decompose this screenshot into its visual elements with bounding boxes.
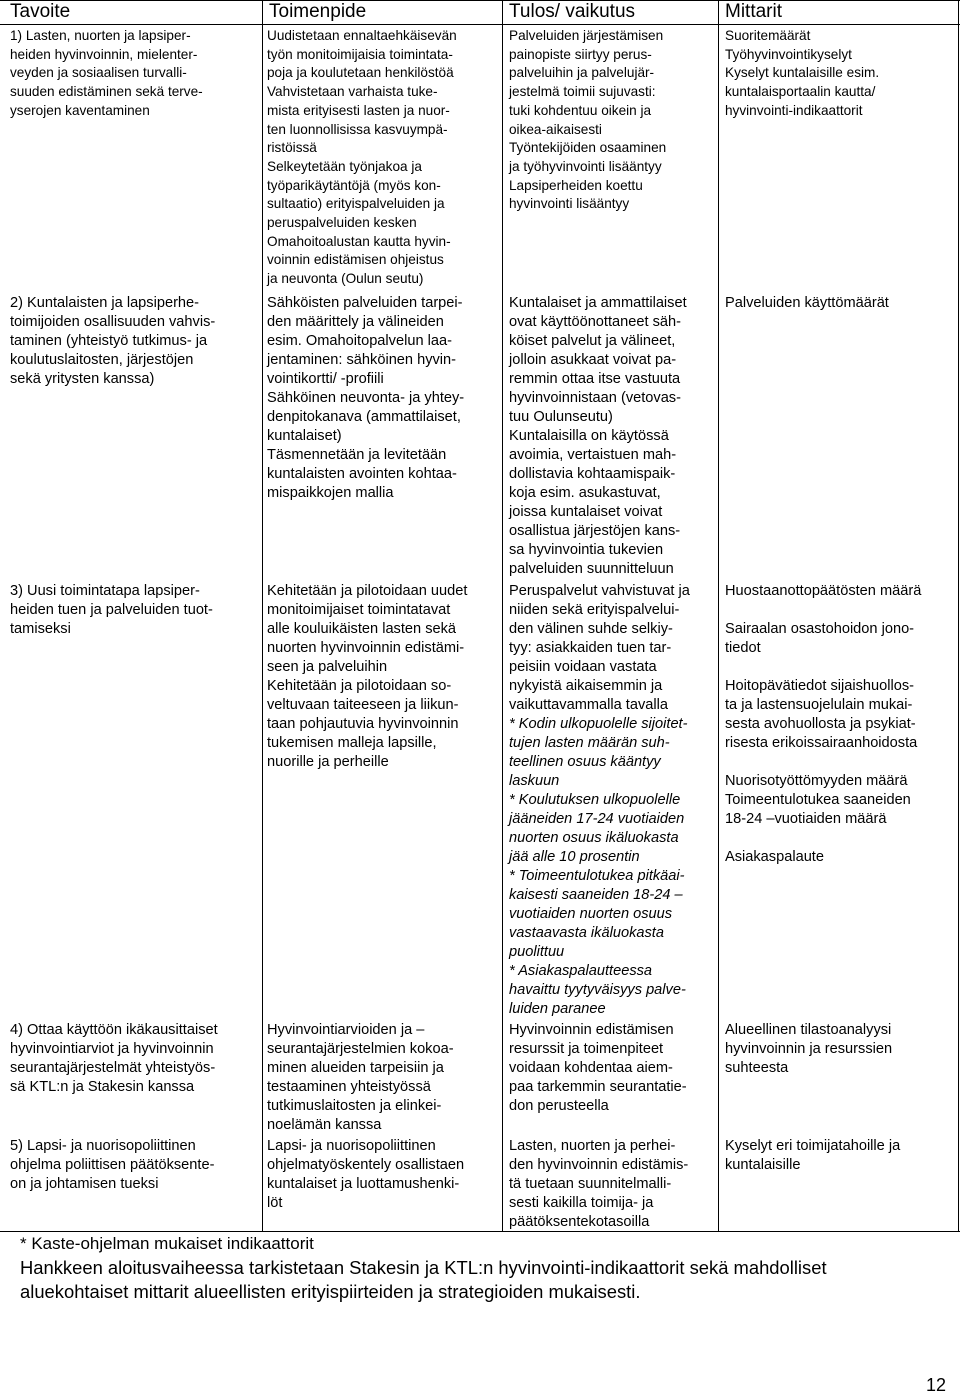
text-line: veyden ja sosiaalisen turvalli- xyxy=(10,65,187,81)
text-line: tukemisen malleja lapsille, xyxy=(267,735,437,751)
text-line: Kyselyt eri toimijatahoille ja xyxy=(725,1138,901,1154)
text-line: don perusteella xyxy=(509,1098,609,1114)
text-line: voidaan kohdentaa aiem- xyxy=(509,1060,673,1076)
text-line: sekä yritysten kanssa) xyxy=(10,371,155,387)
text-line: * Asiakaspalautteessa xyxy=(509,963,653,979)
text-line: Hyvinvointiarvioiden ja – xyxy=(267,1022,425,1038)
text-line: 5) Lapsi- ja nuorisopoliittinen xyxy=(10,1138,196,1154)
text-line: nuorille ja perheille xyxy=(267,754,389,770)
text-line: peisiin voidaan vastata xyxy=(509,659,657,675)
text-line: 3) Uusi toimintatapa lapsiper- xyxy=(10,583,200,599)
note-line: Hankkeen aloitusvaiheessa tarkistetaan Stakesin ja KTL:n hyvinvointi-indikaattorit sekä mahdolliset xyxy=(20,1257,827,1278)
text-line: peruspalveluiden kesken xyxy=(267,215,417,231)
column-divider-2 xyxy=(502,0,503,1232)
text-line: heiden hyvinvoinnin, mielenter- xyxy=(10,46,198,62)
row1-goal xyxy=(10,27,203,121)
text-line: kuntalaiset ja luottamushenki- xyxy=(267,1176,460,1192)
column-divider-3 xyxy=(718,0,719,1232)
row4-metrics xyxy=(725,1021,892,1078)
text-line: sesta avohuollosta ja psykiat- xyxy=(725,716,916,732)
table-right-border xyxy=(958,0,959,1232)
row3-action xyxy=(267,582,467,772)
header-goal: Tavoite xyxy=(10,1,71,22)
text-line: sä KTL:n ja Stakesin kanssa xyxy=(10,1079,195,1095)
column-divider-1 xyxy=(262,0,263,1232)
row1-action xyxy=(267,27,457,289)
text-line: risesta erikoissairaanhoidosta xyxy=(725,735,918,751)
text-line: tuki kohdentuu oikein ja xyxy=(509,102,652,118)
text-line: Palveluiden järjestämisen xyxy=(509,28,664,43)
text-line: Kehitetään ja pilotoidaan so- xyxy=(267,678,452,694)
text-line: hyvinvoinnistaan (vetovas- xyxy=(509,390,681,406)
text-line: toimijoiden osallisuuden vahvis- xyxy=(10,314,216,330)
text-line: Vahvistetaan varhaista tuke- xyxy=(267,84,438,100)
closing-note xyxy=(20,1256,827,1304)
footnote: * Kaste-ohjelman mukaiset indikaattorit xyxy=(20,1234,314,1253)
text-line: taminen (yhteistyö tutkimus- ja xyxy=(10,333,208,349)
text-line: denpitokanava (ammattilaiset, xyxy=(267,409,461,425)
blank-line xyxy=(725,658,921,677)
text-line: joissa kuntalaiset voivat xyxy=(509,504,663,520)
text-line: palveluiden suunnitteluun xyxy=(509,561,674,577)
text-line: tujen lasten määrän suh- xyxy=(509,735,670,751)
text-line: den hyvinvoinnin edistämis- xyxy=(509,1157,689,1173)
text-line: Asiakaspalaute xyxy=(725,849,824,865)
text-line: monitoimijaiset toimintatavat xyxy=(267,602,451,618)
header-bottom-border xyxy=(0,24,960,25)
text-line: Peruspalvelut vahvistuvat ja xyxy=(509,583,690,599)
text-line: poja ja koulutetaan henkilöstöä xyxy=(267,65,454,81)
header-result: Tulos/ vaikutus xyxy=(509,1,636,22)
text-line: on ja johtamisen tueksi xyxy=(10,1176,159,1192)
text-line: havaittu tyytyväisyys palve- xyxy=(509,982,686,998)
text-line: hyvinvoinnin ja resurssien xyxy=(725,1041,893,1057)
text-line: Kuntalaisilla on käytössä xyxy=(509,428,669,444)
text-line: jääneiden 17-24 vuotiaiden xyxy=(509,811,685,827)
text-line: den määrittely ja välineiden xyxy=(267,314,444,330)
text-line: veltuvaan taiteeseen ja liikun- xyxy=(267,697,459,713)
text-line: Suoritemäärät xyxy=(725,28,811,43)
text-line: voinnin edistämisen ohjeistus xyxy=(267,252,444,268)
text-line: 1) Lasten, nuorten ja lapsiper- xyxy=(10,28,191,43)
table-bottom-border xyxy=(0,1231,960,1232)
text-line: työparikäytäntöjä (myös kon- xyxy=(267,177,441,193)
text-line: Työntekijöiden osaaminen xyxy=(509,140,667,156)
text-line: Kehitetään ja pilotoidaan uudet xyxy=(267,583,468,599)
text-line: vastaavasta ikäluokasta xyxy=(509,925,664,941)
text-line: osallistua järjestöjen kans- xyxy=(509,523,681,539)
text-line: sesti kaikilla toimija- ja xyxy=(509,1195,654,1211)
text-line: Lapsi- ja nuorisopoliittinen xyxy=(267,1138,436,1154)
text-line: Hoitopävätiedot sijaishuollos- xyxy=(725,678,915,694)
text-line: ovat käyttöönottaneet säh- xyxy=(509,314,681,330)
text-line: dollistavia kohtaamispaik- xyxy=(509,466,676,482)
row2-action xyxy=(267,294,464,503)
table-top-border xyxy=(0,0,960,1)
text-line: avoimia, vertaistuen mah- xyxy=(509,447,677,463)
text-line: oikea-aikaisesti xyxy=(509,121,602,137)
row3-metrics xyxy=(725,582,921,867)
text-line: * Toimeentulotukea pitkäai- xyxy=(509,868,685,884)
text-line: Toimeentulotukea saaneiden xyxy=(725,792,911,808)
text-line: koulutuslaitosten, järjestöjen xyxy=(10,352,194,368)
text-line: niiden sekä erityispalvelui- xyxy=(509,602,680,618)
text-line: resurssit ja toimenpiteet xyxy=(509,1041,664,1057)
text-line: tuu Oulunseutu) xyxy=(509,409,613,425)
text-line: puolittuu xyxy=(509,944,565,960)
text-line: luiden paranee xyxy=(509,1001,606,1017)
text-line: den välinen suhde selkiy- xyxy=(509,621,673,637)
text-line: ja työhyvinvointi lisääntyy xyxy=(509,158,662,174)
row1-result xyxy=(509,27,666,214)
text-line: testaaminen yhteistyössä xyxy=(267,1079,431,1095)
text-line: Sähköisten palveluiden tarpei- xyxy=(267,295,463,311)
text-line: Lasten, nuorten ja perhei- xyxy=(509,1138,676,1154)
text-line: mista erityisesti lasten ja nuor- xyxy=(267,102,450,118)
text-line: 4) Ottaa käyttöön ikäkausittaiset xyxy=(10,1022,218,1038)
text-line: löt xyxy=(267,1195,283,1211)
text-line: nuorten hyvinvoinnin edistämi- xyxy=(267,640,465,656)
text-line: hyvinvointi-indikaattorit xyxy=(725,102,863,118)
text-line: päätöksentekotasoilla xyxy=(509,1214,650,1230)
text-line: esim. Omahoitopalvelun laa- xyxy=(267,333,452,349)
text-line: ohjelma poliittisen päätöksente- xyxy=(10,1157,215,1173)
text-line: Nuorisotyöttömyyden määrä xyxy=(725,773,908,789)
row2-metrics xyxy=(725,294,889,313)
text-line: minen alueiden tarpeisiin ja xyxy=(267,1060,444,1076)
text-line: suhteesta xyxy=(725,1060,789,1076)
text-line: Sairaalan osastohoidon jono- xyxy=(725,621,915,637)
text-line: Uudistetaan ennaltaehkäisevän xyxy=(267,28,457,43)
text-line: nykyistä aikaisemmin ja xyxy=(509,678,663,694)
row5-action xyxy=(267,1137,464,1213)
blank-line xyxy=(725,753,921,772)
text-line: Selkeytetään työnjakoa ja xyxy=(267,158,422,174)
text-line: * Koulutuksen ulkopuolelle xyxy=(509,792,681,808)
text-line: vaikuttavammalla tavalla xyxy=(509,697,668,713)
note-line: aluekohtaiset mittarit alueellisten erityispiirteiden ja strategioiden mukaisesti. xyxy=(20,1281,641,1302)
text-line: alle kouluikäisten lasten sekä xyxy=(267,621,457,637)
text-line: jää alle 10 prosentin xyxy=(509,849,640,865)
text-line: Täsmennetään ja levitetään xyxy=(267,447,447,463)
text-line: ja neuvonta (Oulun seutu) xyxy=(267,271,424,287)
text-line: hyvinvointi lisääntyy xyxy=(509,196,630,212)
text-line: Kuntalaiset ja ammattilaiset xyxy=(509,295,687,311)
text-line: tiedot xyxy=(725,640,761,656)
text-line: Hyvinvoinnin edistämisen xyxy=(509,1022,674,1038)
row4-goal xyxy=(10,1021,218,1097)
row2-result xyxy=(509,294,687,579)
row4-result xyxy=(509,1021,687,1116)
text-line: koja esim. asukastuvat, xyxy=(509,485,661,501)
header-action: Toimenpide xyxy=(269,1,367,22)
text-line: sa hyvinvointia tukevien xyxy=(509,542,664,558)
row4-action xyxy=(267,1021,454,1135)
text-line: ohjelmatyöskentely osallistaen xyxy=(267,1157,465,1173)
text-line: 18-24 –vuotiaiden määrä xyxy=(725,811,887,827)
text-line: 2) Kuntalaisten ja lapsiperhe- xyxy=(10,295,200,311)
text-line: kuntalaisille xyxy=(725,1157,801,1173)
text-line: jolloin asukkaat voivat pa- xyxy=(509,352,677,368)
text-line: kuntalaiset) xyxy=(267,428,342,444)
text-line: teellinen osuus kääntyy xyxy=(509,754,661,770)
row1-metrics xyxy=(725,27,879,121)
text-line: suuden edistäminen sekä terve- xyxy=(10,84,203,100)
blank-line xyxy=(725,601,921,620)
text-line: Kyselyt kuntalaisille esim. xyxy=(725,65,880,81)
text-line: remmin ottaa itse vastuuta xyxy=(509,371,681,387)
text-line: Alueellinen tilastoanalyysi xyxy=(725,1022,892,1038)
text-line: paa tarkemmin seurantatie- xyxy=(509,1079,687,1095)
text-line: työn monitoimijaisia toimintata- xyxy=(267,46,453,62)
text-line: tutkimuslaitosten ja elinkei- xyxy=(267,1098,442,1114)
text-line: hyvinvointiarviot ja hyvinvoinnin xyxy=(10,1041,214,1057)
text-line: kuntalaisten avointen kohtaa- xyxy=(267,466,457,482)
text-line: Työhyvinvointikyselyt xyxy=(725,46,852,62)
text-line: tyy: asiakkaiden tuen tar- xyxy=(509,640,672,656)
row5-metrics xyxy=(725,1137,900,1175)
text-line: seurantajärjestelmien kokoa- xyxy=(267,1041,454,1057)
row3-result xyxy=(509,582,690,1019)
text-line: Lapsiperheiden koettu xyxy=(509,177,643,193)
page-number: 12 xyxy=(925,1375,946,1395)
text-line: noelämän kanssa xyxy=(267,1117,382,1133)
text-line: tä tuetaan suunnitelmalli- xyxy=(509,1176,672,1192)
text-line: kaisesti saaneiden 18-24 – xyxy=(509,887,683,903)
text-line: köiset palvelut ja välineet, xyxy=(509,333,676,349)
text-line: vuotiaiden nuorten osuus xyxy=(509,906,673,922)
text-line: yserojen kaventaminen xyxy=(10,102,150,118)
text-line: mispaikkojen mallia xyxy=(267,485,394,501)
text-line: Omahoitoalustan kautta hyvin- xyxy=(267,233,451,249)
text-line: ristöissä xyxy=(267,140,317,156)
header-metrics: Mittarit xyxy=(725,1,782,22)
text-line: Palveluiden käyttömäärät xyxy=(725,295,889,311)
text-line: * Kodin ulkopuolelle sijoitet- xyxy=(509,716,688,732)
text-line: tamiseksi xyxy=(10,621,71,637)
text-line: kuntalaisportaalin kautta/ xyxy=(725,84,876,100)
text-line: palveluihin ja palvelujär- xyxy=(509,65,655,81)
text-line: laskuun xyxy=(509,773,560,789)
text-line: ten luonnollisissa kasvuympä- xyxy=(267,121,448,137)
row3-goal xyxy=(10,582,213,639)
text-line: seen ja palveluihin xyxy=(267,659,388,675)
row5-result xyxy=(509,1137,688,1232)
text-line: Huostaanottopäätösten määrä xyxy=(725,583,922,599)
text-line: ta ja lastensuojelulain mukai- xyxy=(725,697,913,713)
row2-goal xyxy=(10,294,215,389)
text-line: taan pohjautuvia hyvinvoinnin xyxy=(267,716,459,732)
text-line: jentaminen: sähköinen hyvin- xyxy=(267,352,457,368)
text-line: Sähköinen neuvonta- ja yhtey- xyxy=(267,390,465,406)
blank-line xyxy=(725,829,921,848)
text-line: vointikortti/ -profiili xyxy=(267,371,384,387)
text-line: jestelmä toimii sujuvasti: xyxy=(509,84,656,100)
text-line: painopiste siirtyy perus- xyxy=(509,46,652,62)
text-line: sultaatio) erityispalveluiden ja xyxy=(267,196,445,212)
text-line: nuorten osuus ikäluokasta xyxy=(509,830,679,846)
text-line: heiden tuen ja palveluiden tuot- xyxy=(10,602,213,618)
text-line: seurantajärjestelmät yhteistyös- xyxy=(10,1060,216,1076)
row5-goal xyxy=(10,1137,214,1194)
